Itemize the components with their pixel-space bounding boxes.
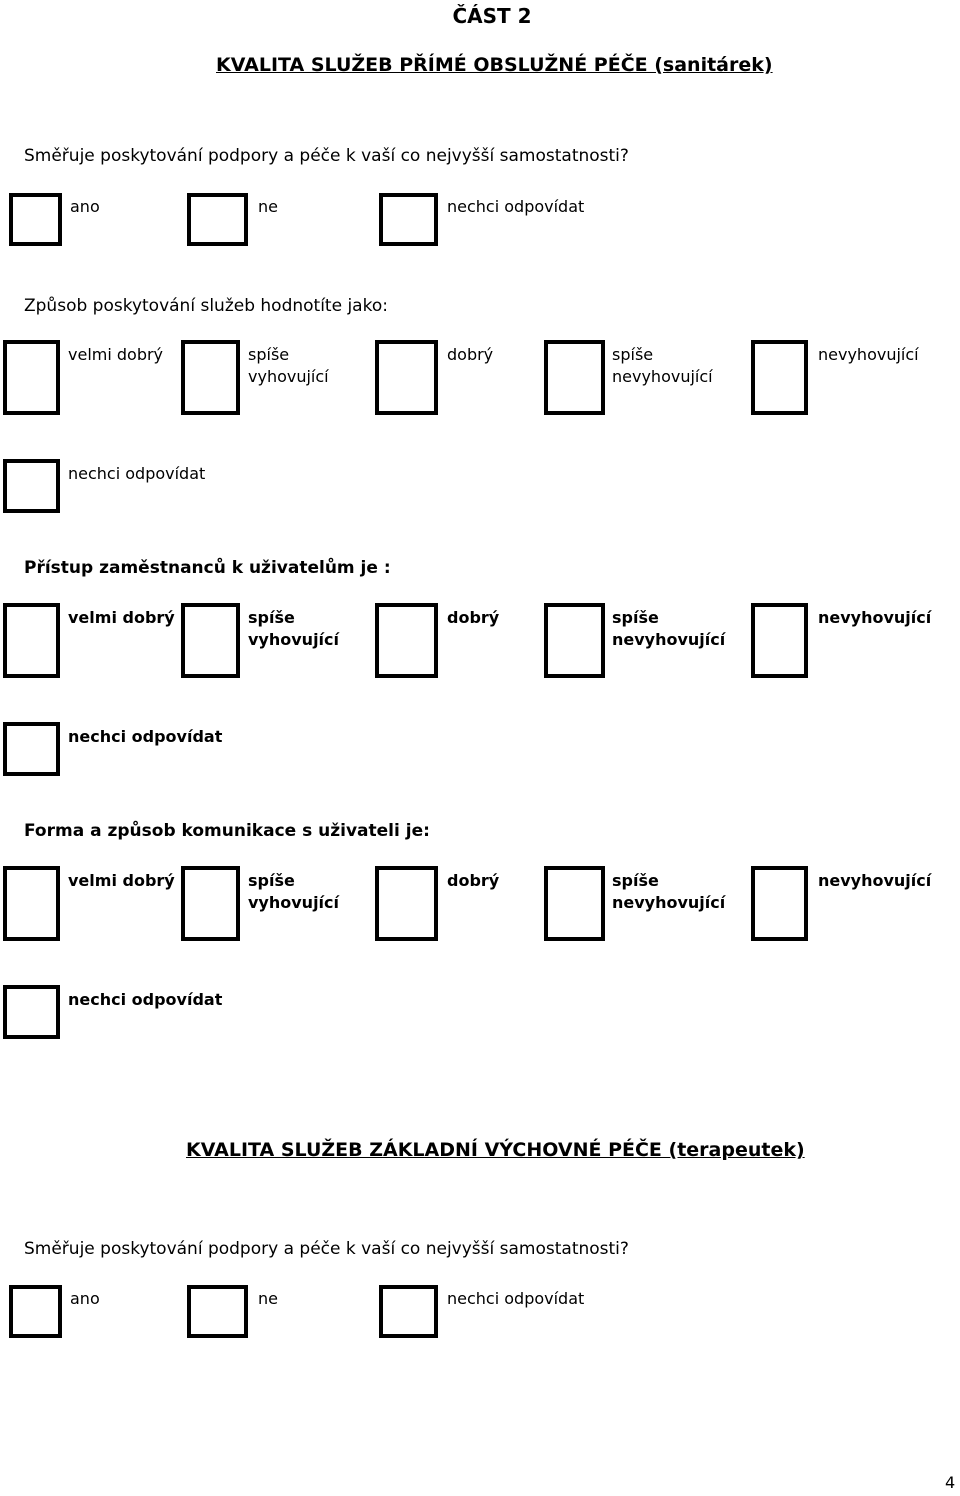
answer-checkbox[interactable]: [544, 603, 605, 678]
option-label: nechci odpovídat: [68, 990, 223, 1009]
option-label: dobrý: [447, 345, 494, 364]
answer-checkbox[interactable]: [3, 459, 60, 513]
question-text: Směřuje poskytování podpory a péče k vaší co nejvyšší samostatnosti?: [24, 1239, 629, 1259]
answer-checkbox[interactable]: [3, 985, 60, 1039]
answer-checkbox[interactable]: [544, 340, 605, 415]
answer-checkbox[interactable]: [379, 1285, 438, 1338]
answer-checkbox[interactable]: [3, 722, 60, 776]
question-text: Přístup zaměstnanců k uživatelům je :: [24, 558, 391, 578]
option-label: ne: [258, 1289, 278, 1308]
answer-checkbox[interactable]: [181, 603, 240, 678]
answer-checkbox[interactable]: [375, 340, 438, 415]
answer-checkbox[interactable]: [379, 193, 438, 246]
answer-checkbox[interactable]: [751, 603, 808, 678]
section-title: KVALITA SLUŽEB PŘÍMÉ OBSLUŽNÉ PÉČE (sanitárek): [216, 54, 773, 76]
question-text: Způsob poskytování služeb hodnotíte jako:: [24, 296, 388, 316]
option-label: dobrý: [447, 608, 500, 627]
option-label: spíše nevyhovující: [612, 345, 713, 386]
answer-checkbox[interactable]: [187, 193, 248, 246]
answer-checkbox[interactable]: [544, 866, 605, 941]
option-label: nechci odpovídat: [68, 727, 223, 746]
option-label: spíše vyhovující: [248, 871, 339, 912]
option-label: spíše nevyhovující: [612, 871, 726, 912]
option-label: nevyhovující: [818, 871, 932, 890]
option-label: velmi dobrý: [68, 871, 175, 890]
answer-checkbox[interactable]: [187, 1285, 248, 1338]
option-label: spíše vyhovující: [248, 608, 339, 649]
option-label: nevyhovující: [818, 345, 919, 364]
answer-checkbox[interactable]: [751, 866, 808, 941]
option-label: ano: [70, 1289, 100, 1308]
answer-checkbox[interactable]: [181, 340, 240, 415]
answer-checkbox[interactable]: [181, 866, 240, 941]
option-label: spíše vyhovující: [248, 345, 329, 386]
question-text: Směřuje poskytování podpory a péče k vaší co nejvyšší samostatnosti?: [24, 146, 629, 166]
answer-checkbox[interactable]: [9, 193, 62, 246]
section-title: KVALITA SLUŽEB ZÁKLADNÍ VÝCHOVNÉ PÉČE (terapeutek): [186, 1139, 805, 1161]
question-text: Forma a způsob komunikace s uživateli je:: [24, 821, 430, 841]
option-label: ano: [70, 197, 100, 216]
option-label: ne: [258, 197, 278, 216]
option-label: nevyhovující: [818, 608, 932, 627]
option-label: velmi dobrý: [68, 345, 164, 364]
part-heading: ČÁST 2: [452, 4, 532, 28]
answer-checkbox[interactable]: [3, 866, 60, 941]
option-label: dobrý: [447, 871, 500, 890]
answer-checkbox[interactable]: [375, 866, 438, 941]
page-number: 4: [945, 1473, 956, 1492]
option-label: spíše nevyhovující: [612, 608, 726, 649]
option-label: nechci odpovídat: [447, 1289, 585, 1308]
answer-checkbox[interactable]: [3, 603, 60, 678]
option-label: nechci odpovídat: [447, 197, 585, 216]
answer-checkbox[interactable]: [751, 340, 808, 415]
answer-checkbox[interactable]: [375, 603, 438, 678]
option-label: velmi dobrý: [68, 608, 175, 627]
answer-checkbox[interactable]: [9, 1285, 62, 1338]
option-label: nechci odpovídat: [68, 464, 206, 483]
answer-checkbox[interactable]: [3, 340, 60, 415]
